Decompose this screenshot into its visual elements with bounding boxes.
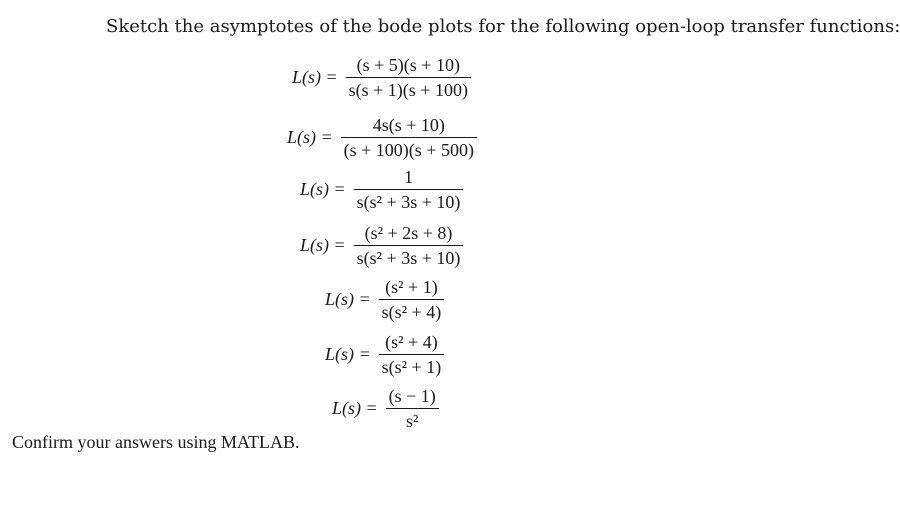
equation-6: [325, 331, 444, 378]
numerator: (s + 5)(s + 10): [356, 55, 460, 75]
numerator: (s² + 2s + 8): [364, 223, 453, 243]
fraction-bar: [354, 189, 464, 190]
denominator: s(s² + 3s + 10): [356, 248, 461, 268]
denominator: (s + 100)(s + 500): [343, 140, 474, 160]
numerator: (s − 1): [388, 386, 436, 406]
denominator: s²: [406, 411, 419, 431]
fraction: [379, 276, 445, 323]
numerator: (s² + 4): [385, 332, 438, 352]
equation-lhs: L(s) =: [300, 179, 346, 199]
fraction: [354, 222, 464, 269]
denominator: s(s + 1)(s + 100): [348, 80, 468, 100]
numerator: 4s(s + 10): [372, 115, 445, 135]
equation-lhs: L(s) =: [300, 235, 346, 255]
equation-4: [300, 222, 463, 269]
denominator: s(s² + 4): [381, 302, 442, 322]
denominator: s(s² + 3s + 10): [356, 192, 461, 212]
fraction-bar: [379, 299, 445, 300]
fraction-bar: [379, 354, 445, 355]
equation-7: [332, 385, 439, 432]
fraction-bar: [386, 408, 439, 409]
equation-lhs: L(s) =: [325, 344, 371, 364]
fraction: [354, 166, 464, 213]
equation-5: [325, 276, 444, 323]
fraction: [341, 114, 477, 161]
fraction-bar: [346, 77, 471, 78]
equation-lhs: L(s) =: [287, 127, 333, 147]
fraction: [386, 385, 439, 432]
denominator: s(s² + 1): [381, 357, 442, 377]
equation-lhs: L(s) =: [292, 67, 338, 87]
fraction: [379, 331, 445, 378]
equation-2: [287, 114, 477, 161]
equation-1: [292, 54, 471, 101]
problem-prompt: Sketch the asymptotes of the bode plots for the following open-loop transfer functions:: [106, 16, 900, 37]
numerator: 1: [404, 167, 413, 187]
numerator: (s² + 1): [385, 277, 438, 297]
closing-instruction: Confirm your answers using MATLAB.: [12, 432, 300, 452]
equation-3: [300, 166, 463, 213]
fraction: [346, 54, 471, 101]
equation-lhs: L(s) =: [332, 398, 378, 418]
fraction-bar: [341, 137, 477, 138]
equation-lhs: L(s) =: [325, 289, 371, 309]
fraction-bar: [354, 245, 464, 246]
